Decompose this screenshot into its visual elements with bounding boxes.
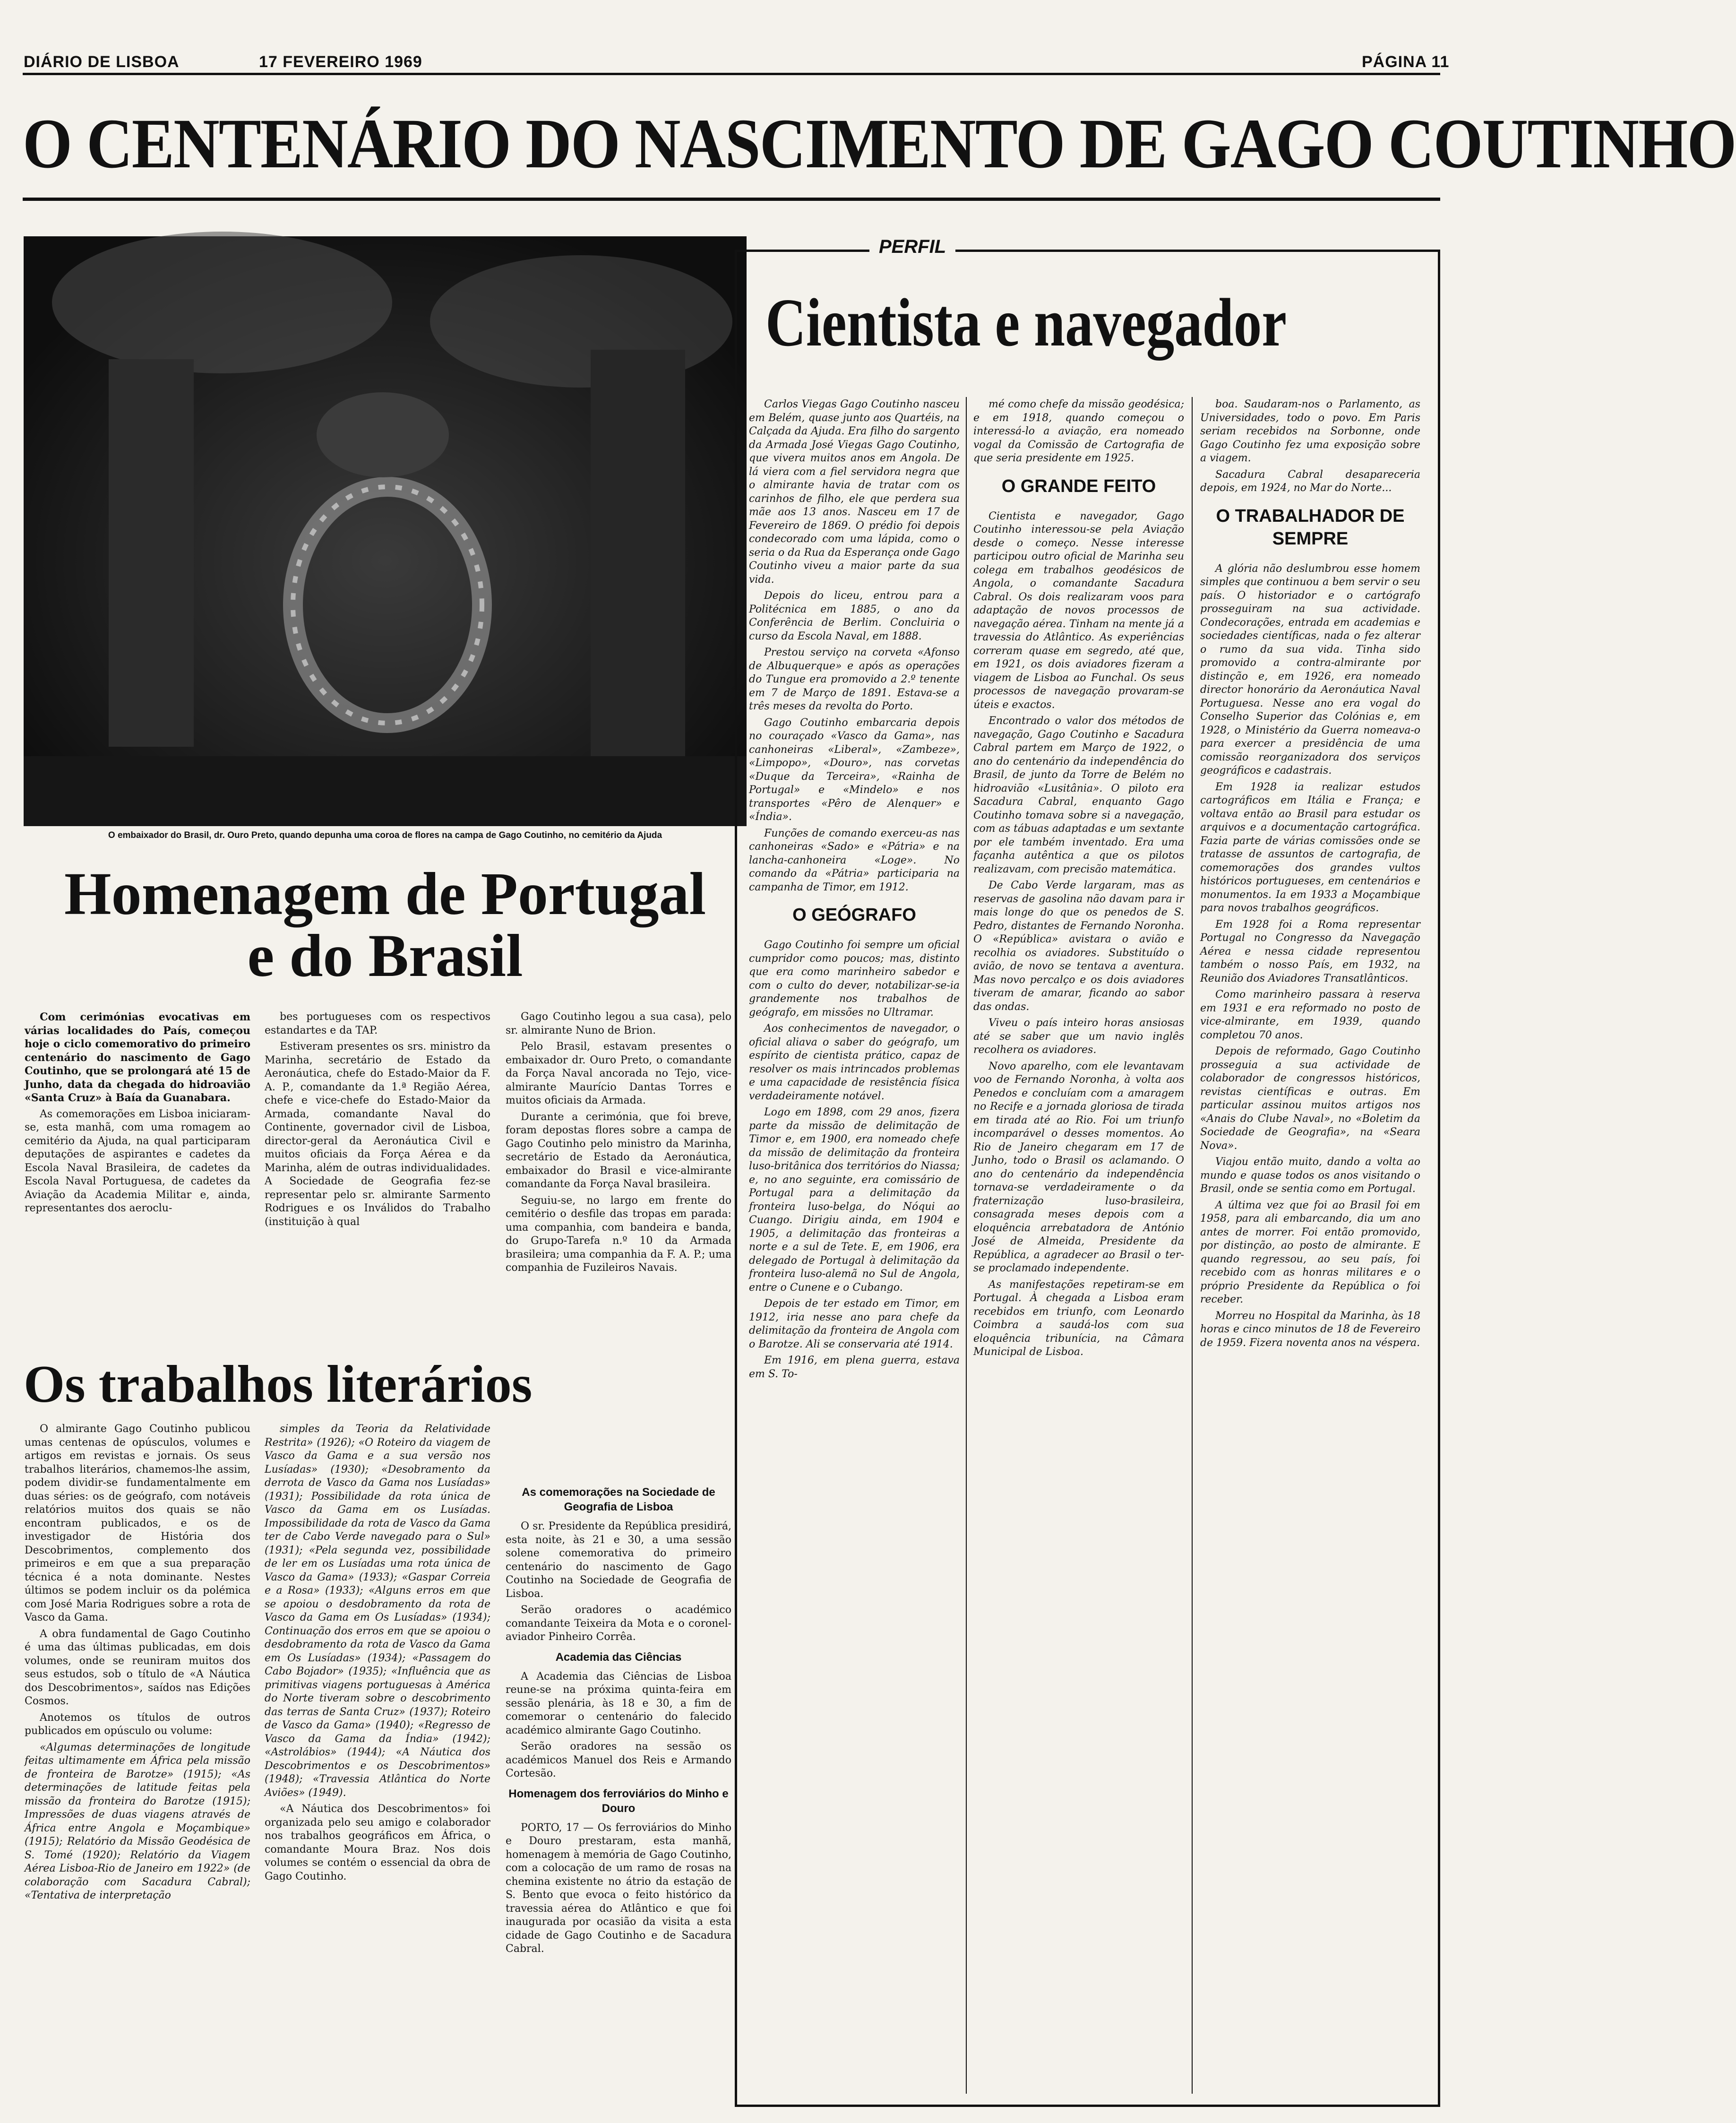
perfil-label: PERFIL	[869, 236, 955, 258]
subhead-trabalhador: O TRABALHADOR DE SEMPRE	[1216, 506, 1405, 549]
column-divider	[1192, 397, 1193, 2094]
paragraph: Como marinheiro passara à reserva em 1931 e era reformado no posto de vice-almirante, em 1939, quando completou 70 anos.	[1200, 989, 1420, 1041]
paragraph: Em 1916, em plena guerra, estava em S. To-	[749, 1355, 960, 1380]
trabalhos-headline: Os trabalhos literários	[24, 1355, 533, 1414]
paragraph: Funções de comando exerceu-as nas canhoneiras «Sado» e «Pátria» e na lancha-canhoneira «Loge». No comando da «Pátria» participaria na campanha de Timor, em 1912.	[749, 827, 960, 893]
paragraph: A Academia das Ciências de Lisboa reune-se na próxima quinta-feira em sessão plenária, às 18 e 30, a fim de comemorar o centenário do falecido académico almirante Gago Coutinho.	[506, 1670, 731, 1736]
paragraph: A glória não deslumbrou esse homem simples que continuou a bem servir o seu país. O historiador e o cartógrafo prosseguiram na sua actividade. Condecorações, entrada em academias e sociedades científicas, nada o fez alterar o rumo da sua vida. Tinha sido promovido a contra-almirante por distinção e, em 1926, era nomeado director honorário da Aeronáutica Naval Portuguesa. Nesse ano era vogal do Conselho Superior das Colónias e, em 1928, o Ministério da Guerra nomeava-o para exercer a presidência de uma comissão reorganizadora dos serviços geográficos e cadastrais.	[1200, 562, 1420, 777]
issue-date: 17 FEVEREIRO 1969	[259, 53, 422, 71]
subhead-geografo: O GEÓGRAFO	[792, 905, 916, 925]
homenagem-column-2	[265, 1010, 490, 1360]
perfil-column-2	[973, 398, 1184, 2095]
paragraph: Com cerimónias evocativas em várias localidades do País, começou hoje o ciclo comemorativo do primeiro centenário do nascimento de Gago Coutinho, que se prolongará até 15 de Junho, data da chegada do hidroavião «Santa Cruz» à Baía da Guanabara.	[25, 1011, 250, 1104]
page-number: PÁGINA 11	[1362, 53, 1450, 71]
paragraph: Encontrado o valor dos métodos de navegação, Gago Coutinho e Sacadura Cabral partem em Março de 1922, o ano do centenário da independência do Brasil, de junto da Torre de Belém no hidroavião «Lusitânia». O piloto era Sacadura Cabral, enquanto Gago Coutinho tomava sobre si a navegação, com as tábuas adaptadas e um sextante por ele também inventado. Era uma façanha autêntica a que os pilotos realizavam, com precisão matemática.	[973, 715, 1184, 875]
paragraph: Viajou então muito, dando a volta ao mundo e quase todos os anos visitando o Brasil, onde se sentia como em Portugal.	[1200, 1156, 1420, 1195]
subhead-grande-feito: O GRANDE FEITO	[1001, 476, 1156, 496]
paragraph: bes portugueses com os respectivos estandartes e da TAP.	[265, 1011, 490, 1036]
paragraph: Depois de ter estado em Timor, em 1912, iria nesse ano para chefe da delimitação da fronteira de Angola com o Barotze. Ali se conservaria até 1914.	[749, 1298, 960, 1350]
paragraph: Viveu o país inteiro horas ansiosas até se saber que um navio inglês recolhera os aviadores.	[973, 1017, 1184, 1056]
subhead-ferroviarios: Homenagem dos ferroviários do Minho e Douro	[508, 1787, 729, 1815]
perfil-column-3	[1200, 398, 1420, 2095]
paragraph: Serão oradores o académico comandante Teixeira da Mota e o coronel-aviador Pinheiro Corrêa.	[506, 1604, 731, 1643]
paragraph: Gago Coutinho legou a sua casa), pelo sr. almirante Nuno de Brion.	[506, 1011, 731, 1036]
main-headline: O CENTENÁRIO DO NASCIMENTO DE GAGO COUTINHO	[23, 104, 1736, 183]
paragraph: As comemorações em Lisboa iniciaram-se, esta manhã, com uma romagem ao cemitério da Ajuda, na qual participaram deputações de aspirantes e cadetes da Escola Naval Brasileira, de cadetes da Escola Naval Portuguesa, de cadetes da Aviação da Academia Militar e, ainda, representantes dos aeroclu-	[25, 1108, 250, 1214]
paragraph: O sr. Presidente da República presidirá, esta noite, às 21 e 30, a uma sessão solene comemorativa do primeiro centenário do nascimento de Gago Coutinho na Sociedade de Geografia de Lisboa.	[506, 1520, 731, 1600]
homenagem-column-3	[506, 1010, 731, 1474]
paragraph: Depois de reformado, Gago Coutinho prosseguia a sua actividade de colaborador de congressos históricos, revistas científicas e outras. Em particular assinou muitos artigos nos «Anais do Clube Naval», no «Boletim da Sociedade de Geografia», na «Seara Nova».	[1200, 1045, 1420, 1152]
paragraph: Logo em 1898, com 29 anos, fizera parte da missão de delimitação de Timor e, em 1900, era nomeado chefe da missão de delimitação da fronteira luso-britânica dos territórios do Niassa; e, no ano seguinte, era comissário de Portugal para a delimitação da fronteira luso-belga, do Nóqui ao Cuango. Dirigiu ainda, em 1904 e 1905, a delimitação das fronteiras a norte e a sul de Tete. E, em 1906, era delegado de Portugal à delimitação da fronteira luso-alemã no Sul de Angola, entre o Cunene e o Cubango.	[749, 1106, 960, 1294]
paragraph: Aos conhecimentos de navegador, o oficial aliava o saber do geógrafo, um espírito de cientista prático, capaz de resolver os mais intrincados problemas e uma capacidade de resistência física verdadeiramente notável.	[749, 1023, 960, 1102]
paragraph: simples da Teoria da Relatividade Restrita» (1926); «O Roteiro da viagem de Vasco da Gama e a sua versão nos Lusíadas» (1930); «Desobramento da derrota de Vasco da Gama nos Lusíadas» (1931); Possibilidade da rota única de Vasco da Gama em os Lusíadas. Impossibilidade da rota de Vasco da Gama ter de Cabo Verde navegado para o Sul» (1931); «Pela segunda vez, possibilidade de ler em os Lusíadas uma rota única de Vasco da Gama» (1933); «Gaspar Correia e a Rosa» (1933); «Alguns erros em que se apoiou o desdobramento da rota de Vasco da Gama em Os Lusíadas» (1934); Continuação dos erros em que se apoiou o desdobramento da rota de Vasco da Gama em Os Lusíadas» (1934); «Passagem do Cabo Bojador» (1935); «Influência que as primitivas viagens portuguesas à América do Norte tiveram sobre o descobrimento das terras de Santa Cruz» (1937); Roteiro de Vasco da Gama» (1940); «Regresso de Vasco da Gama da Índia» (1942); «Astrolábios» (1944); «A Náutica dos Descobrimentos e os Descobrimentos» (1948); «Travessia Atlântica do Norte Aviões» (1949).	[265, 1423, 490, 1799]
paragraph: mé como chefe da missão geodésica; e em 1918, quando começou o interessá-lo a aviação, era nomeado vogal da Comissão de Cartografia de que seria presidente em 1925.	[973, 398, 1184, 464]
paragraph: Seguiu-se, no largo em frente do cemitério o desfile das tropas em parada: uma companhia, com bandeira e banda, do Grupo-Tarefa n.º 10 da Armada brasileira; uma companhia da F. A. P.; uma companhia de Fuzileiros Navais.	[506, 1194, 731, 1274]
newspaper-name: DIÁRIO DE LISBOA	[24, 53, 180, 71]
header-rule	[23, 73, 1440, 75]
paragraph: Gago Coutinho embarcaria depois no couraçado «Vasco da Gama», nas canhoneiras «Liberal», «Zambeze», «Limpopo», «Douro», nas corvetas «Duque da Terceira», «Rainha de Portugal» e «Mindelo» e nos transportes «Pêro de Alenquer» e «Índia».	[749, 716, 960, 823]
homenagem-title-line1: Homenagem de Portugal	[64, 860, 706, 927]
paragraph: Carlos Viegas Gago Coutinho nasceu em Belém, quase junto aos Quartéis, na Calçada da Ajuda. Era filho do sargento da Armada José Viegas Gago Coutinho, que vivera muitos anos em Angola. De lá viera com a fiel servidora negra que o almirante havia de tratar com os carinhos de filho, ele que perdera sua mãe aos 13 anos. Nasceu em 17 de Fevereiro de 1869. O prédio foi depois condecorado com uma lápida, como o seria o da Rua da Esperança onde Gago Coutinho viveu a maior parte da sua vida.	[749, 398, 960, 586]
paragraph: Novo aparelho, com ele levantavam voo de Fernando Noronha, à volta aos Penedos e concluíam com a amaragem no Recife e a jornada gloriosa de tirada em tirada até ao Rio. Foi um triunfo incomparável o desses momentos. Ao Rio de Janeiro chegaram em 17 de Junho, todo o Brasil os aclamando. O ano do centenário da independência tornava-se verdadeiramente o da fraternização luso-brasileira, consagrada meses depois com a eloquência arrebatadora de António José de Almeida, Presidente da República, a agradecer ao Brasil o ter-se proclamado independente.	[973, 1060, 1184, 1274]
comemoracoes-column	[506, 1479, 731, 2103]
paragraph: boa. Saudaram-nos o Parlamento, as Universidades, todo o povo. Em Paris seriam recebidos na Sorbonne, onde Gago Coutinho fez uma exposição sobre a viagem.	[1200, 398, 1420, 464]
trabalhos-column-2	[265, 1423, 490, 2103]
paragraph: Em 1928 foi a Roma representar Portugal no Congresso da Navegação Aérea e nessa cidade representou também o nosso País, em 1932, na Reunião dos Aviadores Transatlânticos.	[1200, 918, 1420, 984]
paragraph: PORTO, 17 — Os ferroviários do Minho e Douro prestaram, esta manhã, homenagem à memória de Gago Coutinho, com a colocação de um ramo de rosas na chemina existente no átrio da estação de S. Bento que evoca o feito histórico da travessia aérea do Atlântico e que foi inaugurada por ocasião da visita a esta cidade de Gago Coutinho e de Sacadura Cabral.	[506, 1821, 731, 1955]
headline-rule	[23, 198, 1440, 201]
paragraph: Morreu no Hospital da Marinha, às 18 horas e cinco minutos de 18 de Fevereiro de 1959. Fizera noventa anos na véspera.	[1200, 1310, 1420, 1349]
paragraph: Pelo Brasil, estavam presentes o embaixador dr. Ouro Preto, o comandante da Força Naval ancorada no Tejo, vice-almirante Maurício Dantas Torres e muitos oficiais da Armada.	[506, 1041, 731, 1106]
paragraph: De Cabo Verde largaram, mas as reservas de gasolina não davam para ir mais longe do que os penedos de S. Pedro, distantes de Fernando Noronha. O «República» avistara o avião e recolhia os aviadores. Substituído o avião, de novo se tentava a aventura. Mas novo percalço e os dois aviadores tiveram de amarar, ficando ao sabor das ondas.	[973, 880, 1184, 1013]
paragraph: Gago Coutinho foi sempre um oficial cumpridor como poucos; mas, distinto que era como marinheiro sabedor e com o culto do dever, notabilizar-se-ia grandemente nos trabalhos de geógrafo, em missões no Ultramar.	[749, 939, 960, 1018]
paragraph: Em 1928 ia realizar estudos cartográficos em Itália e França; e voltava então ao Brasil para estudar os arquivos e a documentação cartográfica. Fazia parte de várias comissões onde se tratasse de assuntos de cartografia, de comemorações dos grandes vultos históricos portugueses, em centenários e monumentos. Ia em 1933 a Moçambique para novos trabalhos geográficos.	[1200, 781, 1420, 914]
perfil-title: Cientista e navegador	[765, 285, 1287, 361]
homenagem-headline	[24, 860, 747, 989]
paragraph: «A Náutica dos Descobrimentos» foi organizada pelo seu amigo e colaborador nos trabalhos geográficos em África, o comandante Moura Braz. Nos dois volumes se contém o essencial da obra de Gago Coutinho.	[265, 1803, 490, 1882]
photo-wreath-ceremony	[24, 236, 747, 826]
paragraph: O almirante Gago Coutinho publicou umas centenas de opúsculos, volumes e artigos em revistas e jornais. Os seus trabalhos literários, chamemos-lhe assim, podem dividir-se fundamentalmente em duas séries: os de geógrafo, com notáveis relatórios muitos dos quais se não encontram publicados, e os de investigador de História dos Descobrimentos, complemento dos primeiros e em que a sua preparação técnica é a nota dominante. Nestes últimos se podem incluir os da polémica com José Maria Rodrigues sobre a rota de Vasco da Gama.	[25, 1423, 250, 1623]
subhead-academia-ciencias: Academia das Ciências	[555, 1650, 682, 1664]
photo-caption: O embaixador do Brasil, dr. Ouro Preto, quando depunha uma coroa de flores na campa de Gago Coutinho, no cemitério da Ajuda	[108, 830, 662, 840]
subhead-sociedade-geografia: As comemorações na Sociedade de Geografia de Lisboa	[522, 1486, 715, 1513]
perfil-column-1	[749, 398, 960, 2095]
paragraph: As manifestações repetiram-se em Portugal. À chegada a Lisboa eram recebidos em triunfo, com Leonardo Coimbra a saudá-los com sua eloquência tribunícia, na Câmara Municipal de Lisboa.	[973, 1278, 1184, 1358]
paragraph: Anotemos os títulos de outros publicados em opúsculo ou volume:	[25, 1711, 250, 1737]
paragraph: Estiveram presentes os srs. ministro da Marinha, secretário de Estado da Aeronáutica, chefe do Estado-Maior da F. A. P., comandante da 1.ª Região Aérea, chefe e vice-chefe do Estado-Maior da Armada, comandante Naval do Continente, governador civil de Lisboa, director-geral da Aeronáutica Civil e muitos oficiais da Força Aérea e da Marinha, além de outras individualidades. A Sociedade de Geografia fez-se representar pelo sr. almirante Sarmento Rodrigues e os Inválidos do Trabalho (instituição à qual	[265, 1041, 490, 1228]
paragraph: A última vez que foi ao Brasil foi em 1958, para ali embarcando, dia um ano antes de morrer. Foi então promovido, por distinção, ao posto de almirante. E quando regressou, ao seu país, foi recebido com as honras militares e o próprio Presidente da República o foi receber.	[1200, 1199, 1420, 1305]
paragraph: Depois do liceu, entrou para a Politécnica em 1885, o ano da Conferência de Berlim. Concluiria o curso da Escola Naval, em 1888.	[749, 590, 960, 642]
trabalhos-column-1	[25, 1423, 250, 2103]
paragraph: Durante a cerimónia, que foi breve, foram depostas flores sobre a campa de Gago Coutinho pelo ministro da Marinha, secretário de Estado da Aeronáutica, embaixador do Brasil e vice-almirante comandante da Força Naval brasileira.	[506, 1111, 731, 1190]
paragraph: Sacadura Cabral desapareceria depois, em 1924, no Mar do Norte...	[1200, 468, 1420, 494]
homenagem-title-line2: e do Brasil	[247, 922, 523, 989]
paragraph: Prestou serviço na corveta «Afonso de Albuquerque» e após as operações do Tungue era promovido a 2.º tenente em 7 de Março de 1891. Estava-se a três meses da revolta do Porto.	[749, 647, 960, 712]
paragraph: Serão oradores na sessão os académicos Manuel dos Reis e Armando Cortesão.	[506, 1741, 731, 1779]
paragraph: «Algumas determinações de longitude feitas ultimamente em África pela missão de fronteira de Barotze» (1915); «As determinações de latitude feitas pela missão da fronteira do Barotze (1915); Impressões de duas viagens através de África entre Angola e Moçambique» (1915); Relatório da Missão Geodésica de S. Tomé (1920); Relatório da Viagem Aérea Lisboa-Rio de Janeiro em 1922» (de colaboração com Sacadura Cabral); «Tentativa de interpretação	[25, 1741, 250, 1901]
photo-image	[24, 236, 747, 826]
homenagem-column-1	[25, 1010, 250, 1360]
column-divider	[966, 397, 967, 2094]
paragraph: A obra fundamental de Gago Coutinho é uma das últimas publicadas, em dois volumes, onde se reuniram muitos dos seus estudos, sob o título de «A Náutica dos Descobrimentos», saídos nas Edições Cosmos.	[25, 1628, 250, 1707]
paragraph: Cientista e navegador, Gago Coutinho interessou-se pela Aviação desde o começo. Nesse interesse participou outro oficial de Marinha seu colega em trabalhos geodésicos de Angola, o comandante Sacadura Cabral. Os dois realizaram voos para adaptação de novos processos de navegação aérea. Tinham na mente já a travessia do Atlântico. As experiências correram quase em segredo, até que, em 1921, os dois aviadores fizeram a viagem de Lisboa ao Funchal. Os seus processos de navegação provaram-se úteis e exactos.	[973, 510, 1184, 711]
